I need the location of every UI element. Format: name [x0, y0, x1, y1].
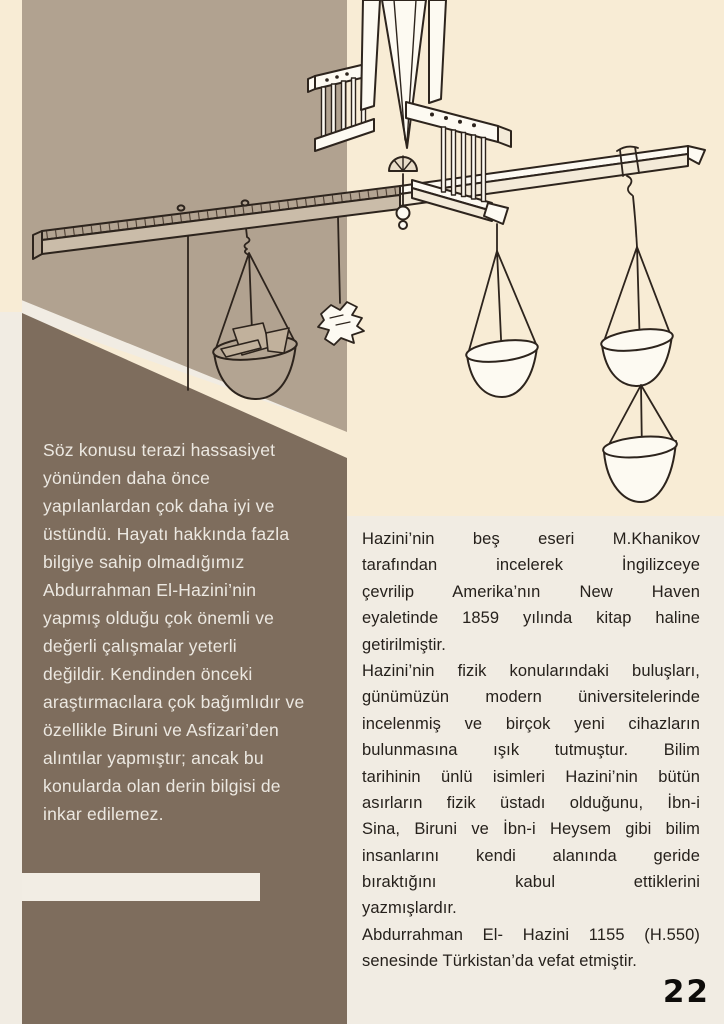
text-line: Söz konusu terazi hassasiyet	[43, 440, 276, 460]
text-line: asırların fizik üstadı olduğunu, İbn-i	[362, 793, 700, 812]
text-line: tarihinin ünlü isimleri Hazini’nin bütün	[362, 767, 700, 786]
text-line: insanlarını kendi alanında geride	[362, 846, 700, 865]
text-line: yapmış olduğu çok önemli ve	[43, 608, 275, 628]
text-line: Hazini’nin beş eseri M.Khanikov	[362, 530, 700, 548]
text-line: inkar edilemez.	[43, 804, 164, 824]
decorative-bar	[22, 873, 260, 901]
text-line: değildir. Kendinden önceki	[43, 664, 253, 684]
text-line: Abdurrahman El- Hazini 1155 (H.550)	[362, 925, 700, 944]
text-line: yönünden daha önce	[43, 468, 211, 488]
text-line: üstündü. Hayatı hakkında fazla	[43, 524, 290, 544]
text-line: incelenmiş ve birçok yeni cihazların	[362, 714, 700, 733]
text-line: senesinde Türkistan’da vefat etmiştir.	[362, 952, 637, 971]
background-left-strip	[0, 0, 22, 312]
text-line: alıntılar yapmıştır; ancak bu	[43, 748, 264, 768]
text-line: yapılanlardan çok daha iyi ve	[43, 496, 275, 516]
text-line: eyaletinde 1859 yılında kitap haline	[362, 609, 700, 628]
text-line: bilgiye sahip olmadığımız	[43, 552, 245, 572]
text-line: günümüzün modern üniversitelerinde	[362, 688, 700, 707]
text-line: Abdurrahman El-Hazini’nin	[43, 580, 257, 600]
text-line: Sina, Biruni ve İbn-i Heysem gibi bilim	[362, 820, 700, 839]
page-number: 22	[662, 974, 710, 1010]
text-line: araştırmacılara çok bağımlıdır ve	[43, 692, 305, 712]
text-line: getirilmiştir.	[362, 635, 446, 654]
text-line: bıraktığını kabul ettiklerini	[362, 873, 700, 892]
text-line: bulunmasına ışık tutmuştur. Bilim	[362, 741, 700, 760]
background-cream-panel	[347, 0, 724, 516]
text-line: konularda olan derin bilgisi de	[43, 776, 281, 796]
text-line: çevrilip Amerika’nın New Haven	[362, 582, 700, 601]
text-line: Hazini’nin fizik konularındaki buluşları,	[362, 661, 700, 680]
text-line: değerli çalışmalar yeterli	[43, 636, 237, 656]
text-line: tarafından incelerek İngilizceye	[362, 556, 700, 575]
quote-text-block	[43, 436, 339, 828]
text-line: özellikle Biruni ve Asfizari’den	[43, 720, 279, 740]
body-text-block	[362, 526, 700, 975]
text-line: yazmışlardır.	[362, 899, 457, 918]
